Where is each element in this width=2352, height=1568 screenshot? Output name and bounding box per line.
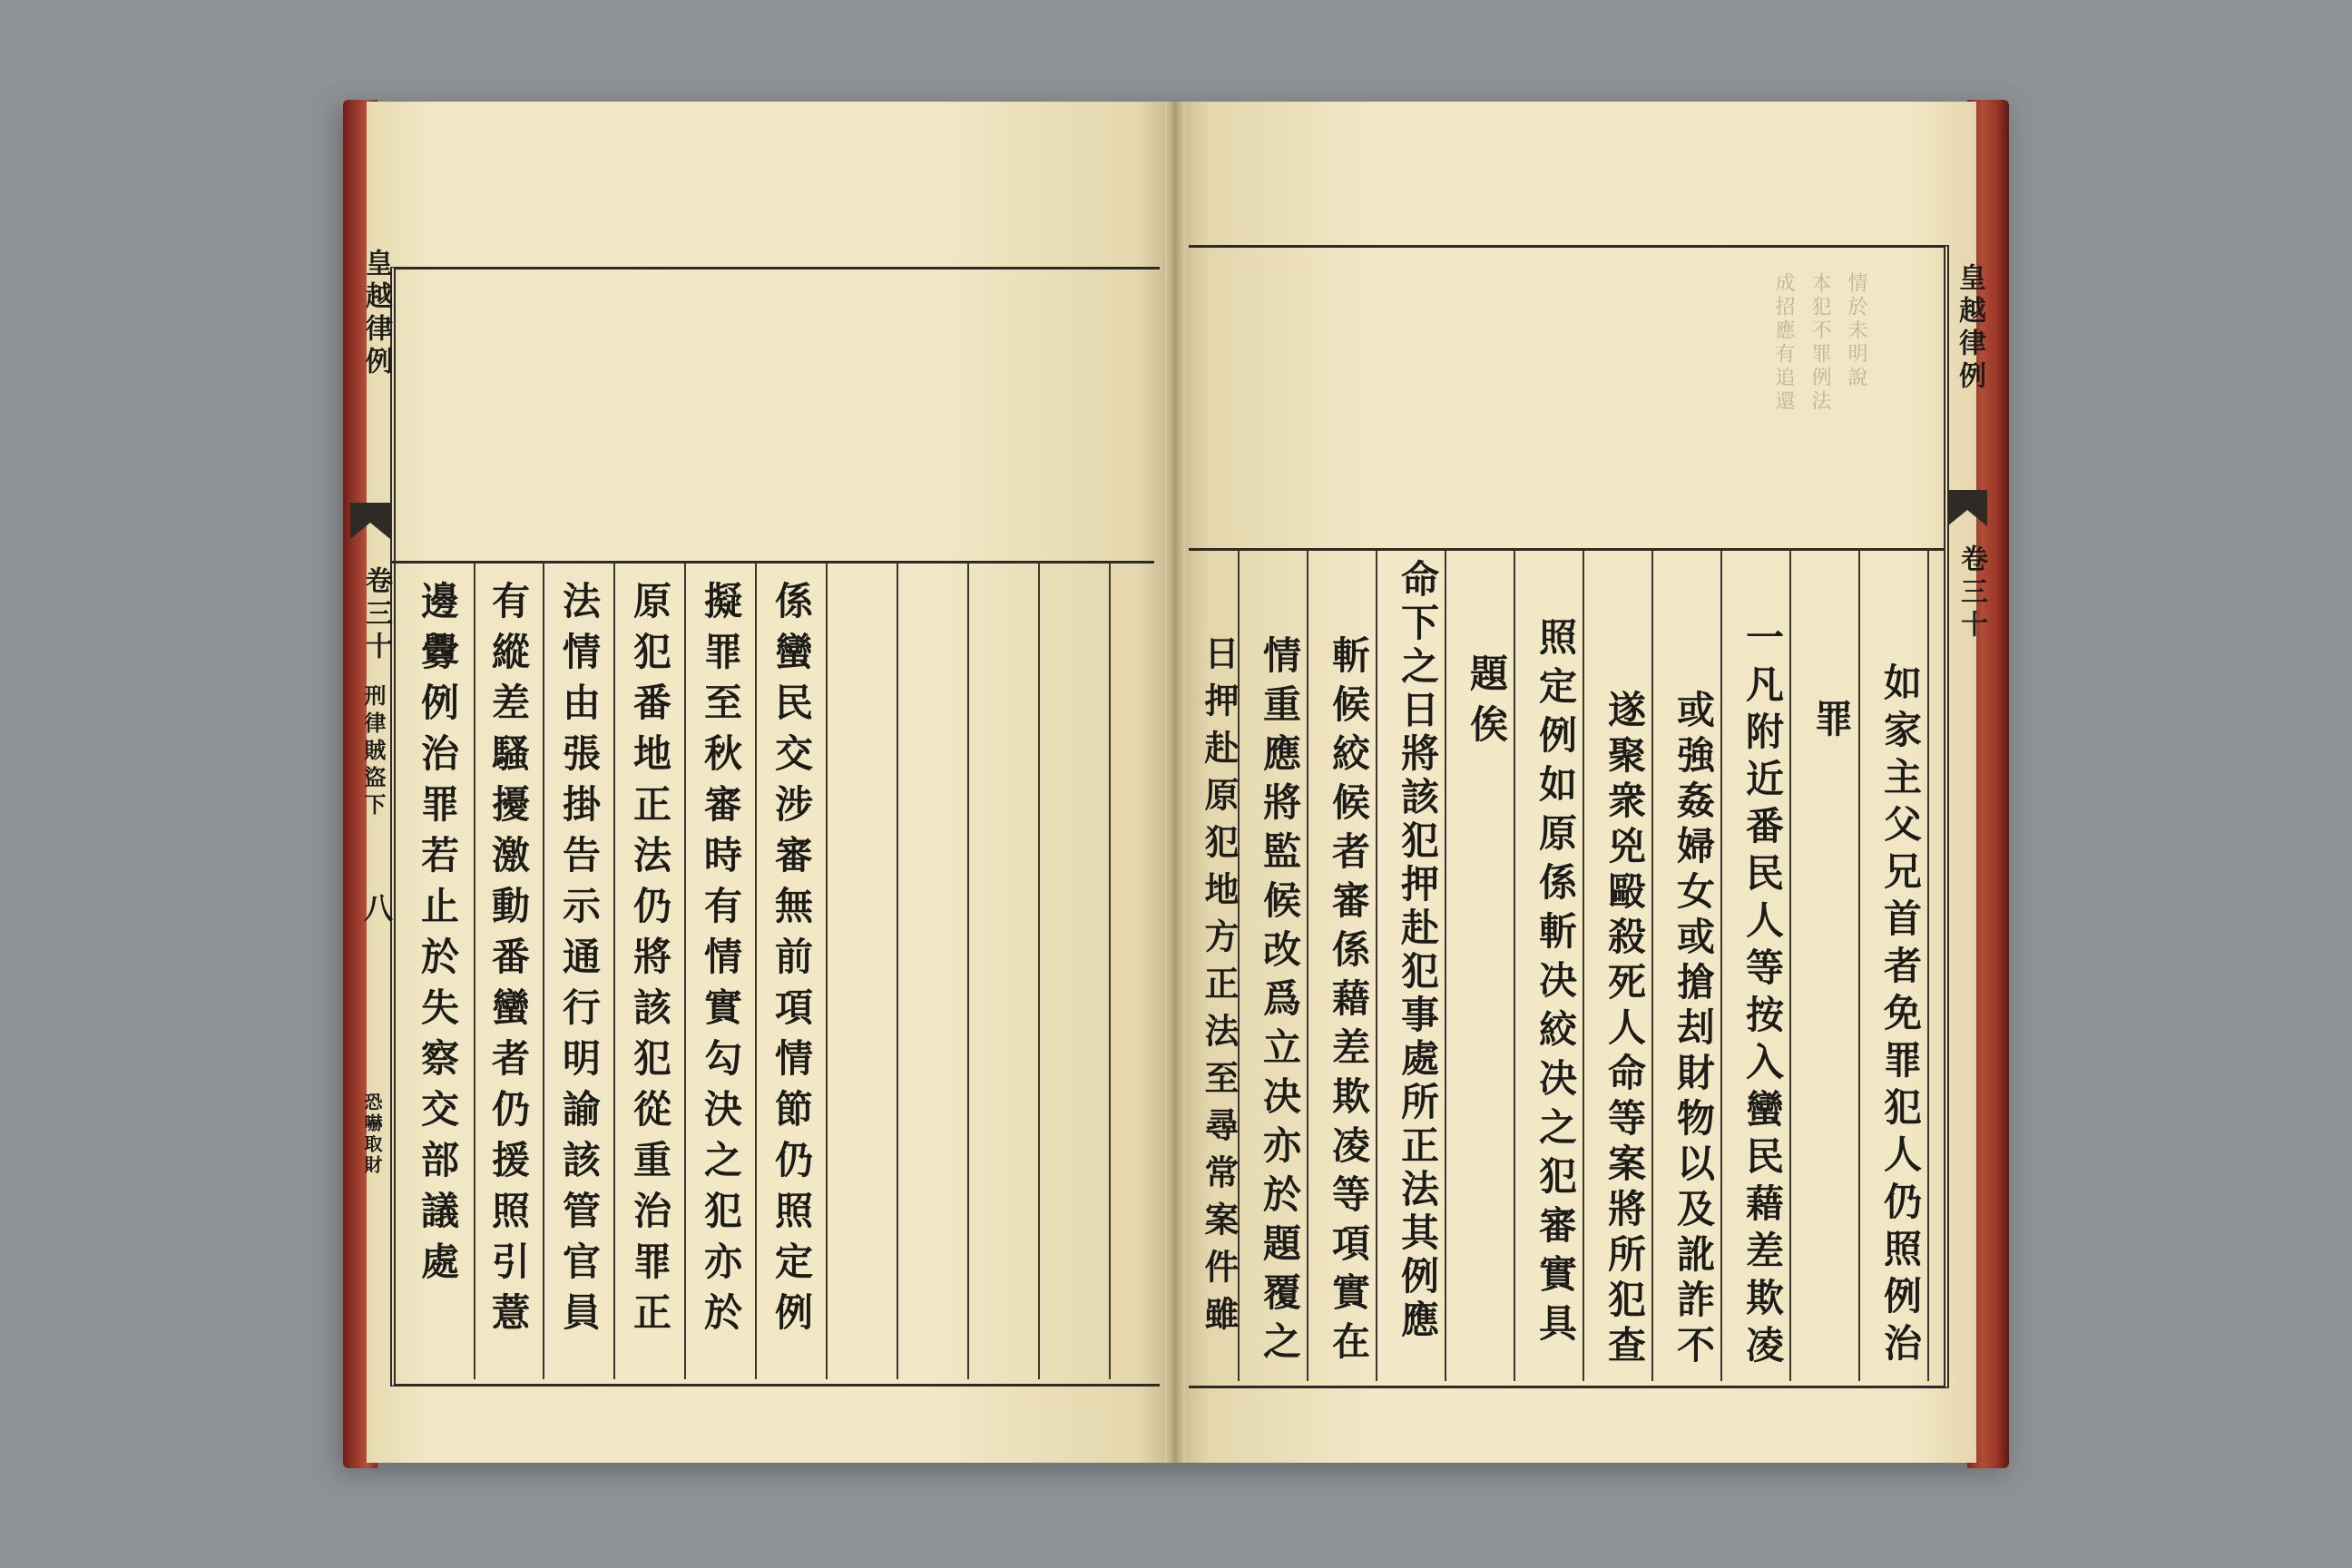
margin-section: 恐嚇取財 (361, 1093, 383, 1176)
column-rule (897, 563, 898, 1379)
column-rule (1307, 550, 1308, 1381)
upper-note: 成招應有追還 (1772, 272, 1795, 414)
column-rule (684, 563, 686, 1379)
column-rule (826, 563, 828, 1379)
column-rule (1376, 550, 1377, 1381)
column-rule (1445, 550, 1446, 1381)
text-column: 日押赴原犯地方正法至尋常案件雖 (1199, 635, 1240, 1343)
column-rule (1109, 563, 1111, 1379)
text-column: 如家主父兄首者免罪犯人仍照例治 (1878, 662, 1923, 1370)
text-column: 有縱差騷擾激動番蠻者仍援照引薏 (486, 581, 531, 1343)
right-upper-register-line (1189, 548, 1944, 551)
column-rule (474, 563, 475, 1379)
column-rule (1789, 550, 1791, 1381)
column-rule (1720, 550, 1722, 1381)
margin-volume: 卷三十 (360, 566, 392, 664)
column-rule (1583, 550, 1584, 1381)
column-rule (967, 563, 969, 1379)
left-margin-strip (350, 230, 394, 1446)
column-rule (543, 563, 544, 1379)
column-rule (1038, 563, 1040, 1379)
right-margin-volume: 卷三十 (1955, 544, 1987, 642)
text-column: 斬候絞候者審係藉差欺凌等項實在 (1327, 635, 1371, 1370)
text-column: 情重應將監候改爲立决亦於題覆之 (1258, 635, 1302, 1370)
upper-note: 本犯不罪例法 (1808, 272, 1831, 414)
text-column: 原犯番地正法仍將該犯從重治罪正 (628, 581, 672, 1343)
column-rule (1651, 550, 1653, 1381)
text-column: 邊釁例治罪若止於失察交部議處 (416, 581, 460, 1292)
right-margin-title: 皇越律例 (1954, 263, 1985, 394)
text-column: 遂聚衆兇毆殺死人命等案將所犯查 (1602, 690, 1647, 1370)
column-rule (1927, 550, 1929, 1381)
margin-page-number: 八 (359, 893, 394, 927)
margin-title: 皇越律例 (360, 249, 392, 379)
text-column: 一凡附近番民人等按入蠻民藉差欺凌 (1740, 617, 1785, 1372)
column-rule (613, 563, 615, 1379)
text-column: 法情由張掛告示通行明諭該管官員 (557, 581, 602, 1343)
column-rule (1514, 550, 1515, 1381)
column-rule (755, 563, 757, 1379)
text-column: 照定例如原係斬决絞决之犯審實具 (1534, 617, 1578, 1352)
text-column: 或強姦婦女或搶刦財物以及訛詐不 (1671, 690, 1716, 1370)
text-column: 罪 (1809, 699, 1854, 750)
text-column: 擬罪至秋審時有情實勾決之犯亦於 (699, 581, 743, 1343)
upper-note: 情於未明說 (1845, 272, 1867, 390)
left-upper-register-line (392, 561, 1154, 564)
fishtail-mark (350, 503, 390, 539)
text-column: 題俟 (1465, 653, 1509, 755)
text-column: 命下之日將該犯押赴犯事處所正法其例應 (1396, 559, 1440, 1343)
text-column: 係蠻民交涉審無前項情節仍照定例 (769, 581, 814, 1343)
book-gutter (1165, 102, 1185, 1463)
column-rule (1858, 550, 1860, 1381)
margin-chapter: 刑律賊盜下 (360, 684, 387, 820)
